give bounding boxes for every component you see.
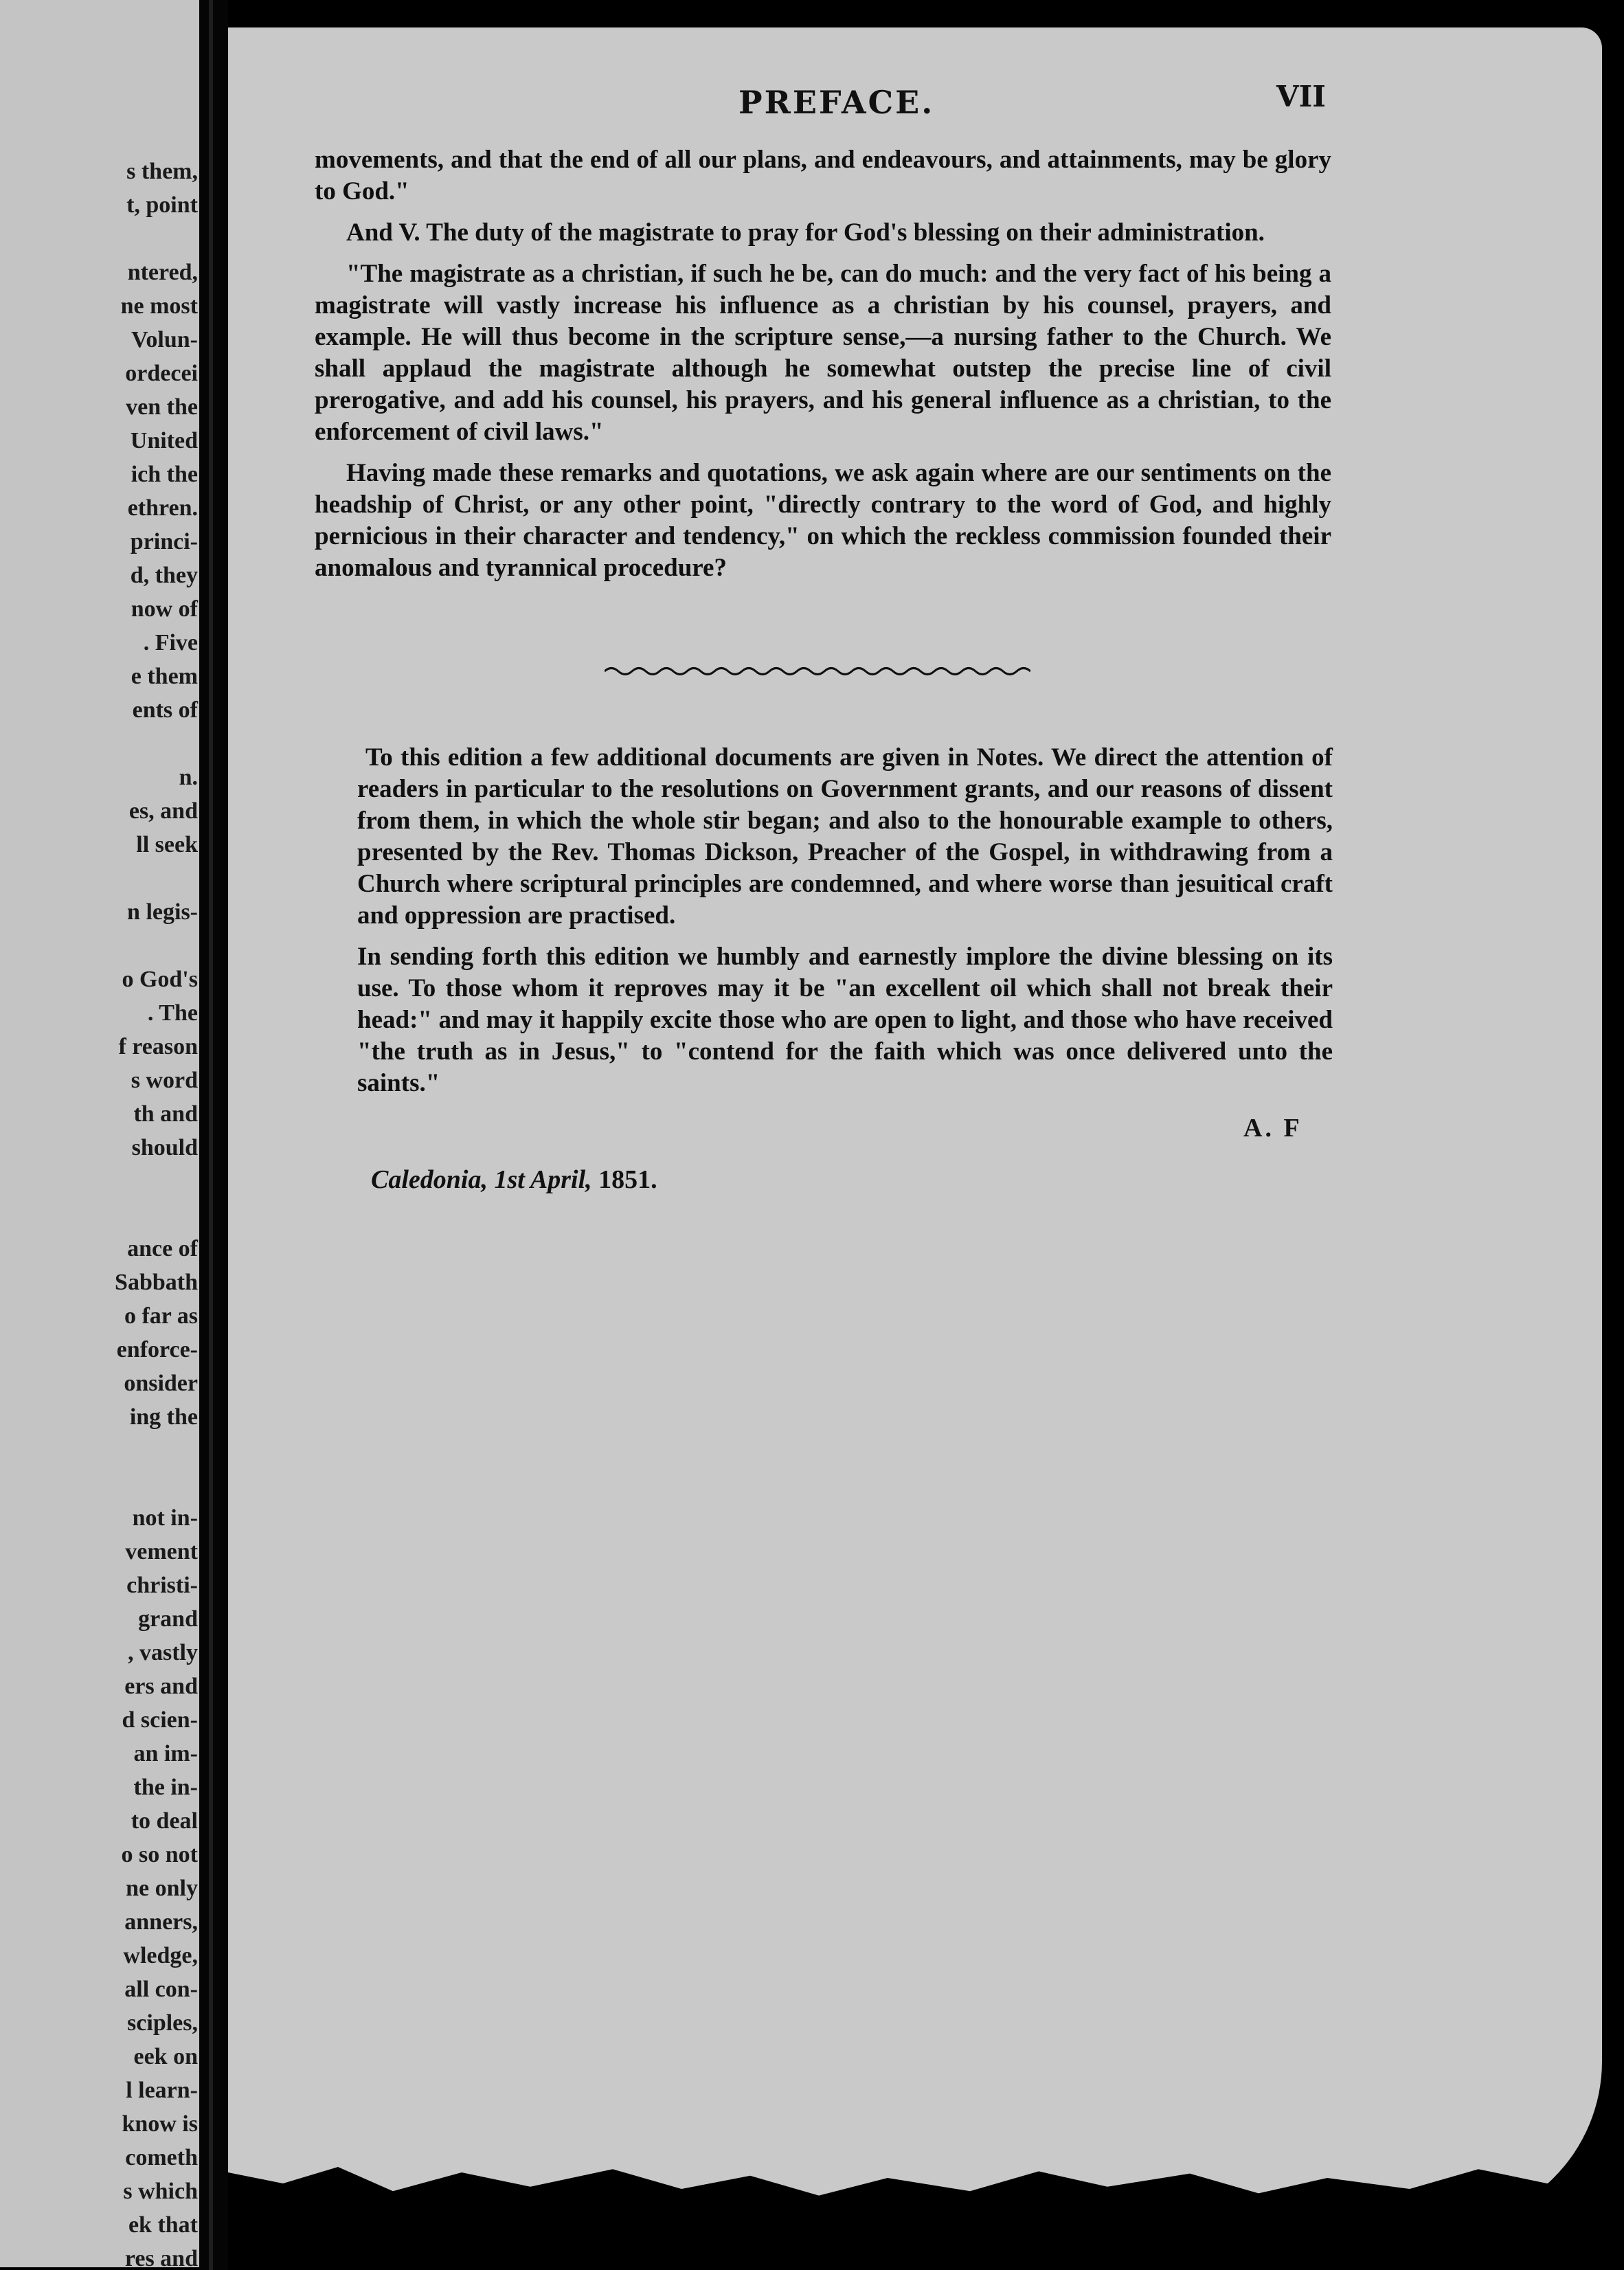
paragraph-continued: movements, and that the end of all our plans, and endeavours, and attainments, may be glory to God."	[315, 146, 1331, 205]
page-number: VII	[1276, 80, 1326, 113]
lower-text-block	[357, 742, 1333, 1099]
author-initials: A. F	[1243, 1114, 1302, 1143]
paragraph-blessing: In sending forth this edition we humbly and earnestly implore the divine blessing on its use. To those whom it reproves may it be "an excellent oil which shall not break their head:" and may it happily excite those who are open to light, and those who have received "the truth as in Jesus," to "contend for the faith which was once delivered unto the saints."	[357, 943, 1333, 1097]
paragraph-magistrate-quote: "The magistrate as a christian, if such he be, can do much: and the very fact of his being a magistrate will vastly increase his influence as a christian by his counsel, prayers, and example. He will thus become in the scripture sense,—a nursing father to the Church. We shall applaud the magistrate although he somewhat outstep the precise line of civil prerogative, and add his counsel, his prayers, and his general influence as a christian, to the enforcement of civil laws."	[315, 260, 1331, 446]
dateline-place: Caledonia,	[371, 1165, 488, 1194]
book-gutter	[199, 0, 228, 2270]
dateline-year: 1851.	[598, 1165, 657, 1194]
paragraph-headship-question: Having made these remarks and quotations, we ask again where are our sentiments on the headship of Christ, or any other point, "directly contrary to the word of God, and highly pernicious in their character and tendency," on which the reckless commission founded their anomalous and tyrannical procedure?	[315, 459, 1331, 582]
wavy-divider-rule	[605, 661, 1030, 682]
left-facing-page: s them, t, point ntered, ne most Volun- ordecei ven the United ich the ethren. princi- d, they now of . Five e them ents of n. es, and ll seek n legis- o God's . The f reason s word th and should ance of Sabbath o far as enforce- onsider ing the not in- vement christi- grand , vastly ers and d scien- an im- the in- to deal o so not ne only anners, wledge, all con- sciples, eek on l learn- know is cometh s which ek that res and	[0, 0, 199, 2267]
upper-text-block	[315, 144, 1331, 584]
running-head: PREFACE.	[738, 84, 935, 121]
torn-page-edge	[228, 2123, 1602, 2233]
dateline-date: 1st April,	[494, 1165, 592, 1194]
paragraph-duty-v: And V. The duty of the magistrate to pray for God's blessing on their administration.	[346, 218, 1265, 247]
paragraph-edition-notes: To this edition a few additional documents are given in Notes. We direct the attention of readers in particular to the resolutions on Government grants, and our reasons of dissent from them, in which the whole stir began; and also to the honourable example to others, presented by the Rev. Thomas Dickson, Preacher of the Gospel, in withdrawing from a Church where scriptural principles are condemned, and where worse than jesuitical craft and oppression are practised.	[357, 743, 1333, 930]
dateline	[371, 1165, 657, 1195]
